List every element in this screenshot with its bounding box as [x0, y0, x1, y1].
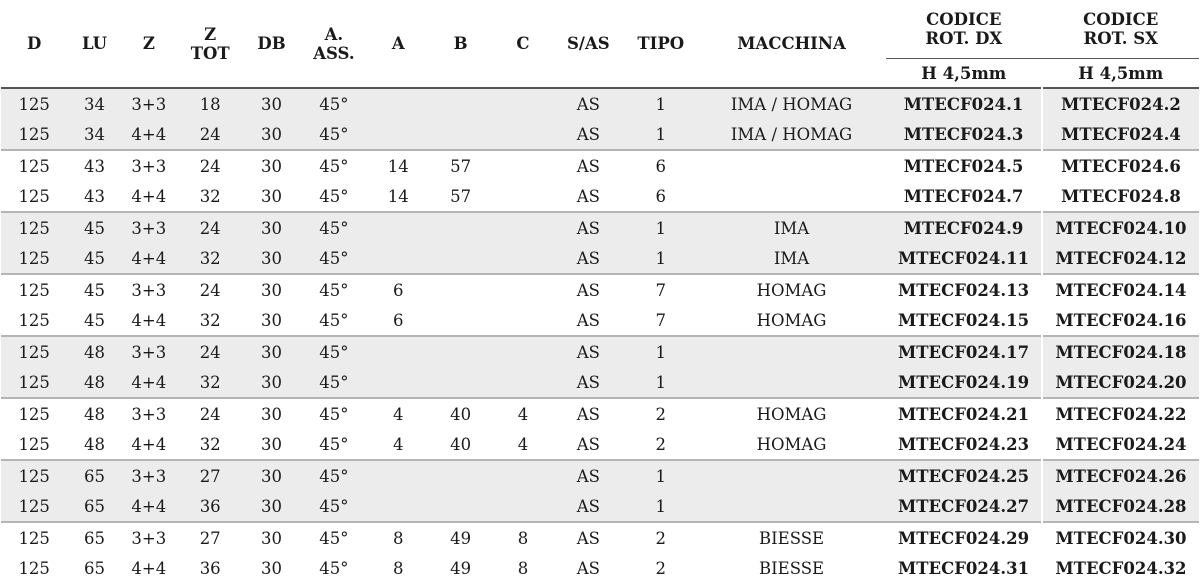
cell-code-sx: MTECF024.16: [1042, 305, 1199, 336]
cell-b: 57: [450, 186, 472, 206]
cell-code-sx: MTECF024.18: [1042, 336, 1199, 367]
cell-b: 40: [427, 398, 493, 429]
cell-macchina: [697, 181, 886, 212]
cell-c: [494, 367, 552, 398]
cell-code-sx: MTECF024.24: [1042, 429, 1199, 460]
cell-a: [369, 460, 427, 491]
cell-code-dx: MTECF024.1: [886, 88, 1042, 119]
cell-b: [427, 119, 493, 150]
cell-db: 30: [261, 558, 283, 578]
cell-code-dx: MTECF024.15: [897, 310, 1030, 330]
cell-db: 30: [244, 88, 298, 119]
header-b: B: [453, 34, 468, 53]
cell-d: 125: [1, 212, 67, 243]
cell-a: [369, 491, 427, 522]
cell-a: [369, 243, 427, 274]
cell-s-as: AS: [552, 212, 624, 243]
cell-b: 49: [427, 522, 493, 553]
cell-db: 30: [244, 336, 298, 367]
product-code-table: [1, 0, 1199, 583]
cell-d: 125: [1, 522, 67, 553]
cell-z: 4+4: [122, 367, 176, 398]
cell-a: 4: [393, 434, 404, 454]
cell-z-tot: 32: [199, 434, 221, 454]
cell-a-ass: 45°: [299, 367, 369, 398]
cell-z: 4+4: [122, 119, 176, 150]
cell-db: 30: [244, 212, 298, 243]
cell-code-sx: MTECF024.26: [1042, 460, 1199, 491]
table-row: [1, 274, 1199, 305]
cell-macchina: BIESSE: [697, 522, 886, 553]
table-row: [1, 429, 1199, 460]
cell-a-ass: 45°: [299, 212, 369, 243]
cell-lu: 48: [84, 434, 106, 454]
cell-code-sx: MTECF024.4: [1042, 119, 1199, 150]
cell-z-tot: 27: [176, 522, 244, 553]
cell-z-tot: 24: [176, 150, 244, 181]
cell-code-dx: MTECF024.3: [886, 119, 1042, 150]
header-a-ass-line1: A.: [324, 24, 344, 44]
cell-c: [494, 181, 552, 212]
table-row: [1, 367, 1199, 398]
table-row: [1, 522, 1199, 553]
cell-z-tot: 36: [199, 558, 221, 578]
header-macchina: MACCHINA: [737, 34, 846, 53]
cell-b: [427, 336, 493, 367]
cell-d: 125: [1, 150, 67, 181]
cell-s-as: AS: [552, 522, 624, 553]
cell-b: [427, 274, 493, 305]
cell-tipo: 1: [625, 336, 697, 367]
cell-db: 30: [261, 434, 283, 454]
cell-macchina: HOMAG: [697, 274, 886, 305]
cell-a-ass: 45°: [299, 491, 369, 522]
cell-lu: 34: [67, 88, 121, 119]
cell-tipo: 7: [625, 274, 697, 305]
cell-a: 8: [393, 558, 404, 578]
header-height-dx: H 4,5mm: [921, 63, 1007, 83]
cell-c: 4: [494, 398, 552, 429]
cell-code-sx: MTECF024.8: [1042, 181, 1199, 212]
cell-z-tot: 24: [176, 398, 244, 429]
cell-a-ass: 45°: [299, 336, 369, 367]
cell-a-ass: 45°: [299, 88, 369, 119]
cell-a-ass: 45°: [319, 434, 349, 454]
cell-db: 30: [261, 310, 283, 330]
cell-c: 4: [517, 434, 529, 454]
cell-a-ass: 45°: [319, 310, 349, 330]
header-z-tot: [176, 0, 244, 88]
cell-z: 4+4: [122, 491, 176, 522]
cell-db: 30: [244, 243, 298, 274]
cell-lu: 48: [67, 367, 121, 398]
table-row: [1, 212, 1199, 243]
cell-a: [369, 212, 427, 243]
cell-db: 30: [244, 398, 298, 429]
cell-tipo: 1: [625, 460, 697, 491]
cell-d: 125: [1, 88, 67, 119]
cell-a-ass: 45°: [299, 243, 369, 274]
cell-a: [369, 88, 427, 119]
cell-tipo: 6: [655, 186, 667, 206]
cell-db: 30: [244, 119, 298, 150]
cell-tipo: 2: [655, 434, 667, 454]
cell-z: 3+3: [122, 274, 176, 305]
cell-s-as: AS: [552, 243, 624, 274]
cell-c: [494, 491, 552, 522]
cell-a-ass: 45°: [299, 274, 369, 305]
cell-code-sx: MTECF024.12: [1042, 243, 1199, 274]
table-row: [1, 119, 1199, 150]
cell-code-sx: MTECF024.2: [1042, 88, 1199, 119]
cell-z-tot: 18: [176, 88, 244, 119]
header-z-tot-line1: Z: [204, 24, 217, 44]
cell-a: 14: [387, 186, 409, 206]
cell-z: 3+3: [122, 336, 176, 367]
table-row: [1, 181, 1199, 212]
cell-tipo: 1: [625, 491, 697, 522]
cell-z: 4+4: [131, 310, 167, 330]
cell-z: 4+4: [131, 558, 167, 578]
cell-b: [427, 367, 493, 398]
cell-lu: 65: [67, 491, 121, 522]
table-row: [1, 491, 1199, 522]
cell-code-dx: MTECF024.23: [897, 434, 1030, 454]
cell-z: 3+3: [122, 150, 176, 181]
cell-code-dx: MTECF024.29: [886, 522, 1042, 553]
cell-a-ass: 45°: [299, 398, 369, 429]
cell-db: 30: [244, 460, 298, 491]
cell-s-as: AS: [576, 186, 600, 206]
cell-b: [427, 460, 493, 491]
cell-b: 49: [450, 558, 472, 578]
cell-code-sx: MTECF024.14: [1042, 274, 1199, 305]
cell-macchina: [697, 367, 886, 398]
cell-z-tot: 24: [176, 336, 244, 367]
cell-z-tot: 32: [199, 186, 221, 206]
cell-z-tot: 24: [176, 119, 244, 150]
cell-lu: 65: [67, 522, 121, 553]
cell-macchina: HOMAG: [756, 434, 827, 454]
cell-lu: 45: [67, 243, 121, 274]
cell-code-dx: MTECF024.31: [897, 558, 1030, 578]
cell-d: 125: [18, 558, 50, 578]
cell-z: 3+3: [122, 398, 176, 429]
cell-z-tot: 32: [199, 310, 221, 330]
header-codice-sx-line1: CODICE: [1083, 10, 1159, 29]
cell-macchina: HOMAG: [756, 310, 827, 330]
header-z: Z: [142, 34, 155, 53]
cell-d: 125: [18, 310, 50, 330]
table-row: [1, 150, 1199, 181]
cell-a: [369, 119, 427, 150]
header-codice-sx-line2: ROT. SX: [1083, 29, 1158, 48]
cell-code-dx: MTECF024.7: [903, 186, 1024, 206]
header-tipo: TIPO: [637, 34, 685, 53]
table-row: [1, 398, 1199, 429]
cell-macchina: [697, 491, 886, 522]
cell-code-dx: MTECF024.25: [886, 460, 1042, 491]
cell-c: [494, 88, 552, 119]
cell-z: 4+4: [122, 243, 176, 274]
cell-z: 4+4: [131, 186, 167, 206]
cell-lu: 65: [67, 460, 121, 491]
cell-macchina: IMA / HOMAG: [697, 119, 886, 150]
cell-d: 125: [1, 491, 67, 522]
header-codice-rot-dx: [886, 0, 1042, 59]
cell-d: 125: [1, 336, 67, 367]
cell-code-sx: MTECF024.28: [1042, 491, 1199, 522]
table-row: [1, 243, 1199, 274]
header-codice-dx-line2: ROT. DX: [925, 29, 1003, 48]
cell-d: 125: [1, 367, 67, 398]
cell-a: 6: [393, 310, 404, 330]
cell-a-ass: 45°: [299, 522, 369, 553]
cell-d: 125: [18, 434, 50, 454]
cell-s-as: AS: [576, 558, 600, 578]
cell-a: 4: [369, 398, 427, 429]
cell-a: [369, 367, 427, 398]
cell-macchina: HOMAG: [697, 398, 886, 429]
cell-z-tot: 32: [176, 243, 244, 274]
cell-db: 30: [244, 274, 298, 305]
header-height-sx: H 4,5mm: [1042, 59, 1199, 89]
cell-c: [494, 305, 552, 336]
cell-c: [494, 274, 552, 305]
cell-code-dx: MTECF024.11: [886, 243, 1042, 274]
cell-a-ass: 45°: [319, 558, 349, 578]
cell-lu: 45: [67, 274, 121, 305]
cell-db: 30: [244, 522, 298, 553]
cell-d: 125: [1, 119, 67, 150]
header-z-tot-line2: TOT: [190, 43, 230, 63]
cell-b: 40: [450, 434, 472, 454]
table-row: [1, 460, 1199, 491]
cell-s-as: AS: [552, 150, 624, 181]
cell-d: 125: [1, 398, 67, 429]
cell-a-ass: 45°: [299, 150, 369, 181]
cell-s-as: AS: [576, 434, 600, 454]
cell-z-tot: 32: [176, 367, 244, 398]
cell-code-sx: MTECF024.6: [1042, 150, 1199, 181]
cell-a: [369, 336, 427, 367]
cell-lu: 45: [84, 310, 106, 330]
table-row: [1, 336, 1199, 367]
cell-code-sx: MTECF024.32: [1042, 553, 1199, 583]
cell-d: 125: [1, 243, 67, 274]
cell-a-ass: 45°: [319, 186, 349, 206]
cell-b: [427, 305, 493, 336]
cell-b: [427, 243, 493, 274]
cell-s-as: AS: [552, 274, 624, 305]
cell-tipo: 1: [625, 88, 697, 119]
header-a: A: [391, 34, 405, 53]
cell-s-as: AS: [552, 336, 624, 367]
header-d: D: [27, 34, 42, 53]
cell-tipo: 1: [625, 367, 697, 398]
header-c: C: [516, 34, 530, 53]
cell-c: [494, 212, 552, 243]
header-codice-dx-line1: CODICE: [926, 10, 1002, 29]
header-db: DB: [257, 34, 286, 53]
cell-macchina: [697, 460, 886, 491]
cell-lu: 48: [67, 398, 121, 429]
cell-code-sx: MTECF024.22: [1042, 398, 1199, 429]
cell-macchina: BIESSE: [759, 558, 825, 578]
table-header: [1, 0, 1199, 88]
cell-a-ass: 45°: [299, 460, 369, 491]
cell-code-dx: MTECF024.5: [886, 150, 1042, 181]
cell-macchina: IMA: [697, 243, 886, 274]
cell-a: 6: [369, 274, 427, 305]
cell-s-as: AS: [552, 398, 624, 429]
cell-macchina: [697, 336, 886, 367]
cell-tipo: 1: [625, 212, 697, 243]
cell-c: [494, 460, 552, 491]
cell-c: 8: [494, 522, 552, 553]
cell-z: 3+3: [122, 522, 176, 553]
header-a-ass-line2: ASS.: [313, 43, 355, 63]
cell-s-as: AS: [552, 88, 624, 119]
cell-macchina: IMA / HOMAG: [697, 88, 886, 119]
cell-s-as: AS: [552, 460, 624, 491]
cell-tipo: 2: [655, 558, 667, 578]
cell-z-tot: 27: [176, 460, 244, 491]
cell-a: 14: [369, 150, 427, 181]
header-a-ass: [299, 0, 369, 88]
cell-s-as: AS: [552, 367, 624, 398]
cell-d: 125: [1, 274, 67, 305]
cell-a: 8: [369, 522, 427, 553]
cell-lu: 48: [67, 336, 121, 367]
cell-tipo: 1: [625, 243, 697, 274]
cell-code-sx: MTECF024.30: [1042, 522, 1199, 553]
cell-z: 3+3: [122, 88, 176, 119]
cell-db: 30: [244, 150, 298, 181]
cell-code-sx: MTECF024.10: [1042, 212, 1199, 243]
cell-z-tot: 24: [176, 274, 244, 305]
cell-b: [427, 491, 493, 522]
header-lu: LU: [81, 34, 108, 53]
cell-lu: 43: [67, 150, 121, 181]
cell-tipo: 2: [625, 522, 697, 553]
cell-b: [427, 88, 493, 119]
cell-lu: 45: [67, 212, 121, 243]
cell-db: 30: [244, 491, 298, 522]
cell-tipo: 6: [625, 150, 697, 181]
header-s-as: S/AS: [567, 34, 610, 53]
cell-c: 8: [517, 558, 529, 578]
cell-c: [494, 243, 552, 274]
cell-lu: 65: [84, 558, 106, 578]
cell-code-dx: MTECF024.21: [886, 398, 1042, 429]
cell-code-sx: MTECF024.20: [1042, 367, 1199, 398]
cell-d: 125: [1, 460, 67, 491]
cell-lu: 43: [84, 186, 106, 206]
table-row: [1, 553, 1199, 583]
cell-tipo: 1: [625, 119, 697, 150]
cell-tipo: 2: [625, 398, 697, 429]
cell-z: 3+3: [122, 460, 176, 491]
cell-c: [494, 119, 552, 150]
cell-db: 30: [261, 186, 283, 206]
cell-c: [494, 150, 552, 181]
header-codice-rot-sx: [1042, 0, 1199, 59]
cell-macchina: [697, 150, 886, 181]
cell-b: 57: [427, 150, 493, 181]
cell-lu: 34: [67, 119, 121, 150]
cell-c: [494, 336, 552, 367]
cell-code-dx: MTECF024.13: [886, 274, 1042, 305]
cell-code-dx: MTECF024.19: [886, 367, 1042, 398]
cell-z-tot: 36: [176, 491, 244, 522]
table-row: [1, 88, 1199, 119]
cell-s-as: AS: [552, 119, 624, 150]
cell-macchina: IMA: [697, 212, 886, 243]
cell-code-dx: MTECF024.9: [886, 212, 1042, 243]
cell-tipo: 7: [655, 310, 667, 330]
cell-code-dx: MTECF024.17: [886, 336, 1042, 367]
table-body: [1, 88, 1199, 583]
cell-a-ass: 45°: [299, 119, 369, 150]
cell-z-tot: 24: [176, 212, 244, 243]
cell-d: 125: [18, 186, 50, 206]
cell-z: 3+3: [122, 212, 176, 243]
cell-s-as: AS: [576, 310, 600, 330]
cell-z: 4+4: [131, 434, 167, 454]
cell-s-as: AS: [552, 491, 624, 522]
cell-b: [427, 212, 493, 243]
cell-code-dx: MTECF024.27: [886, 491, 1042, 522]
cell-db: 30: [244, 367, 298, 398]
table-row: [1, 305, 1199, 336]
